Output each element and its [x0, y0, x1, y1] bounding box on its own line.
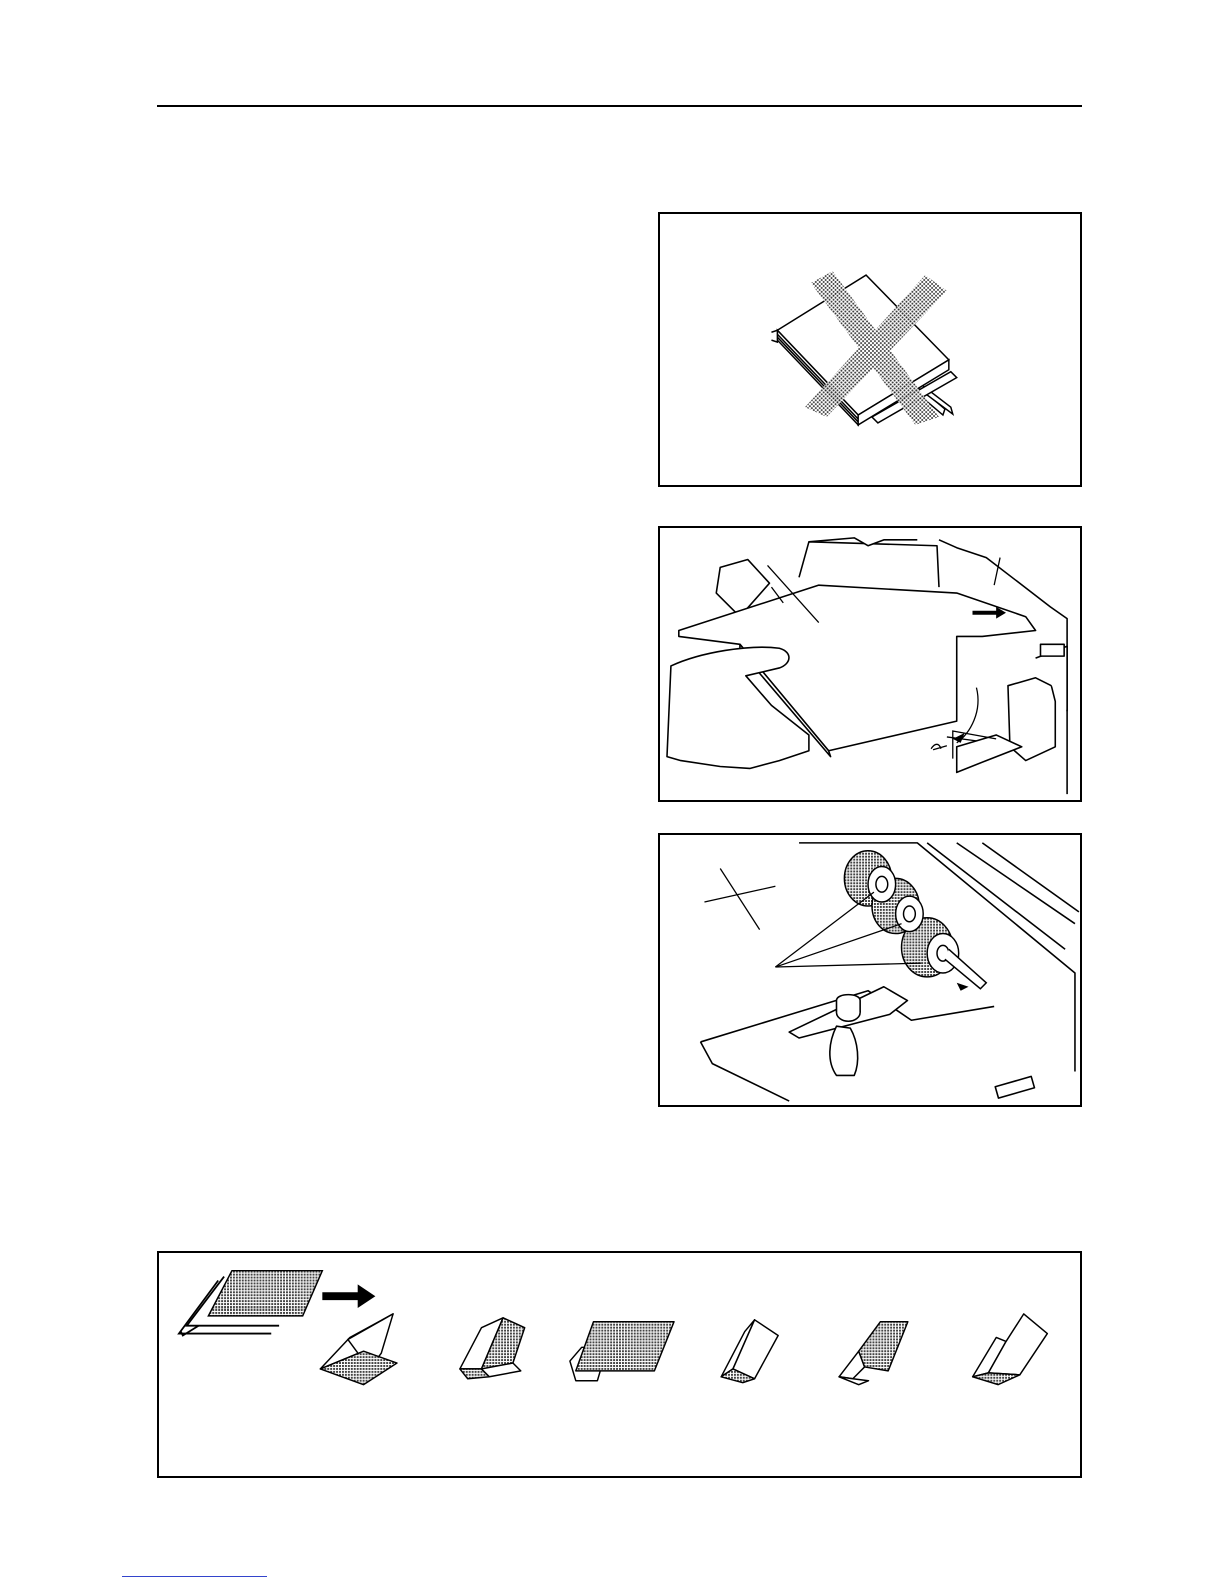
figure-feed-rollers	[658, 833, 1082, 1107]
figure-fold-types	[157, 1251, 1082, 1478]
header-rule	[157, 105, 1082, 107]
stapled-paper-stack-crossed-icon	[660, 214, 1080, 485]
fold-types-icon	[159, 1253, 1080, 1476]
paper-loading-feed-tray-icon	[660, 528, 1080, 800]
footnote-rule	[122, 1576, 267, 1577]
feed-rollers-icon	[660, 835, 1080, 1105]
figure-stapled-stack	[658, 212, 1082, 487]
figure-loading-paper	[658, 526, 1082, 802]
